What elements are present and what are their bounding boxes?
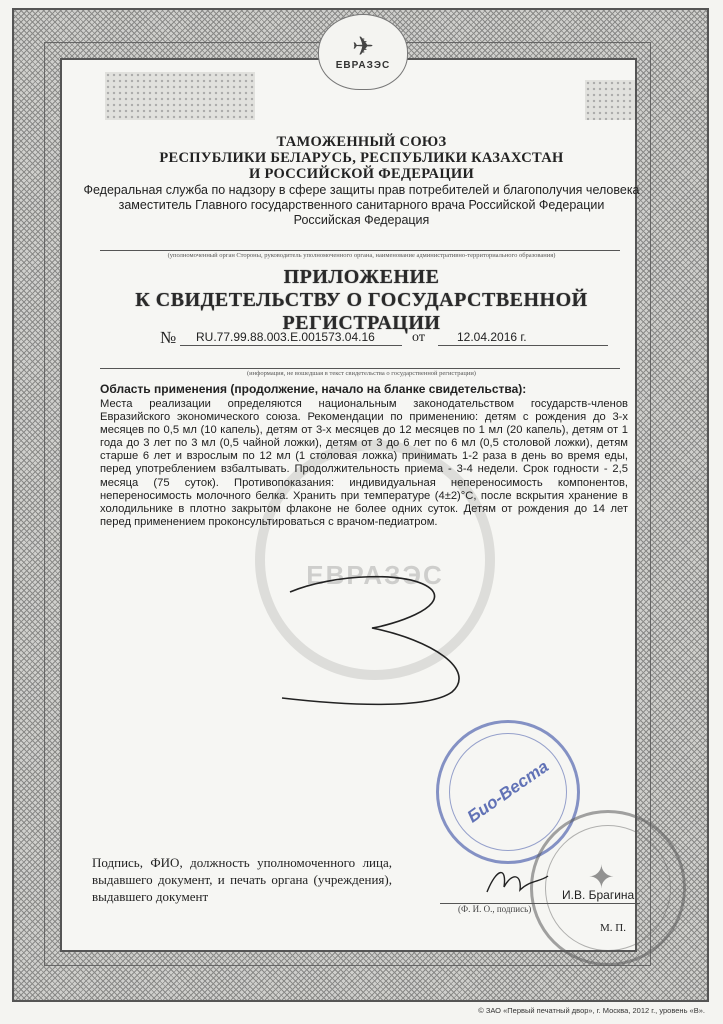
section-title: Область применения (продолжение, начало на бланке свидетельства): bbox=[100, 382, 527, 396]
emblem-text: ЕВРАЗЭС bbox=[335, 59, 391, 71]
header-line-2: РЕСПУБЛИКИ БЕЛАРУСЬ, РЕСПУБЛИКИ КАЗАХСТАН bbox=[159, 150, 564, 166]
emblem-icon: ✈ bbox=[352, 31, 374, 61]
registration-number: RU.77.99.88.003.Е.001573.04.16 bbox=[196, 330, 375, 344]
authority-line-2: заместитель Главного государственного санитарного врача Российской Федерации bbox=[118, 198, 605, 212]
handwritten-signature bbox=[262, 570, 492, 710]
signatory-name: И.В. Брагина bbox=[562, 888, 635, 902]
eagle-icon: ✦ bbox=[588, 859, 615, 895]
watermark-text: ЕВРАЗЭС bbox=[306, 559, 444, 590]
stamp-text: Био-Веста bbox=[463, 756, 552, 827]
signature-instructions: Подпись, ФИО, должность уполномоченного лица, выдавшего документ, и печать органа (учреждения), выдавшего документ bbox=[92, 855, 392, 904]
security-pattern-right bbox=[585, 80, 635, 120]
date-underline bbox=[438, 345, 608, 346]
body-text: Места реализации определяются национальным законодательством государств-членов Евразийского экономического союза. Рекомендации по применению: детям с рождения до 3-х месяцев по 0,5 мл (10 капель), детям от 3-х месяцев до 12 месяцев по 1 мл (20 капель), детям от 1 года до 3 лет по 3 мл (0,5 чайной ложки), детям от 3 до 6 лет по 6 мл (0,5 столовой ложки), детям старше 6 лет и взрослым по 12 мл (1 столовая ложка) принимать 1-2 раза в день во время еды, перед употреблением взбалтывать. Продолжительность приема - 3-4 недели. Срок годности - 2,5 месяца (75 суток). Противопоказания: индивидуальная непереносимость компонентов, непереносимость молочного белка. Хранить при температуре (4±2)°С, после вскрытия хранение в холодильнике в плотно закрытом флаконе не более одних суток. Детям от рождения до 14 лет перед применением проконсультироваться с врачом-педиатром. bbox=[100, 398, 628, 528]
signature-scribble bbox=[482, 862, 552, 902]
authority-note: (уполномоченный орган Стороны, руководитель уполномоченного органа, наименование административно-территориального образования) bbox=[167, 252, 556, 259]
registration-date: 12.04.2016 г. bbox=[457, 330, 527, 344]
number-label: № bbox=[160, 328, 177, 347]
authority-line-3: Российская Федерация bbox=[293, 213, 430, 227]
footer-printer-note: © ЗАО «Первый печатный двор», г. Москва, 2012 г., уровень «В». bbox=[478, 1006, 705, 1015]
signature-caption: (Ф. И. О., подпись) bbox=[458, 904, 532, 914]
authority-line-1: Федеральная служба по надзору в сфере защиты прав потребителей и благополучия человека bbox=[83, 183, 640, 197]
document-title: ПРИЛОЖЕНИЕ bbox=[283, 266, 440, 288]
info-underline bbox=[100, 368, 620, 369]
authority-underline bbox=[100, 250, 620, 251]
info-note: (информация, не вошедшая в текст свидетельства о государственной регистрации) bbox=[247, 370, 476, 377]
document-subtitle: К СВИДЕТЕЛЬСТВУ О ГОСУДАРСТВЕННОЙ РЕГИСТРАЦИИ bbox=[135, 289, 588, 334]
date-label: от bbox=[412, 330, 425, 345]
eurasec-emblem bbox=[318, 14, 408, 90]
header-line-1: ТАМОЖЕННЫЙ СОЮЗ bbox=[276, 134, 447, 150]
number-underline bbox=[180, 345, 402, 346]
header-line-3: И РОССИЙСКОЙ ФЕДЕРАЦИИ bbox=[248, 166, 475, 182]
seal-placeholder: М. П. bbox=[600, 922, 626, 934]
security-pattern-left bbox=[105, 72, 255, 120]
